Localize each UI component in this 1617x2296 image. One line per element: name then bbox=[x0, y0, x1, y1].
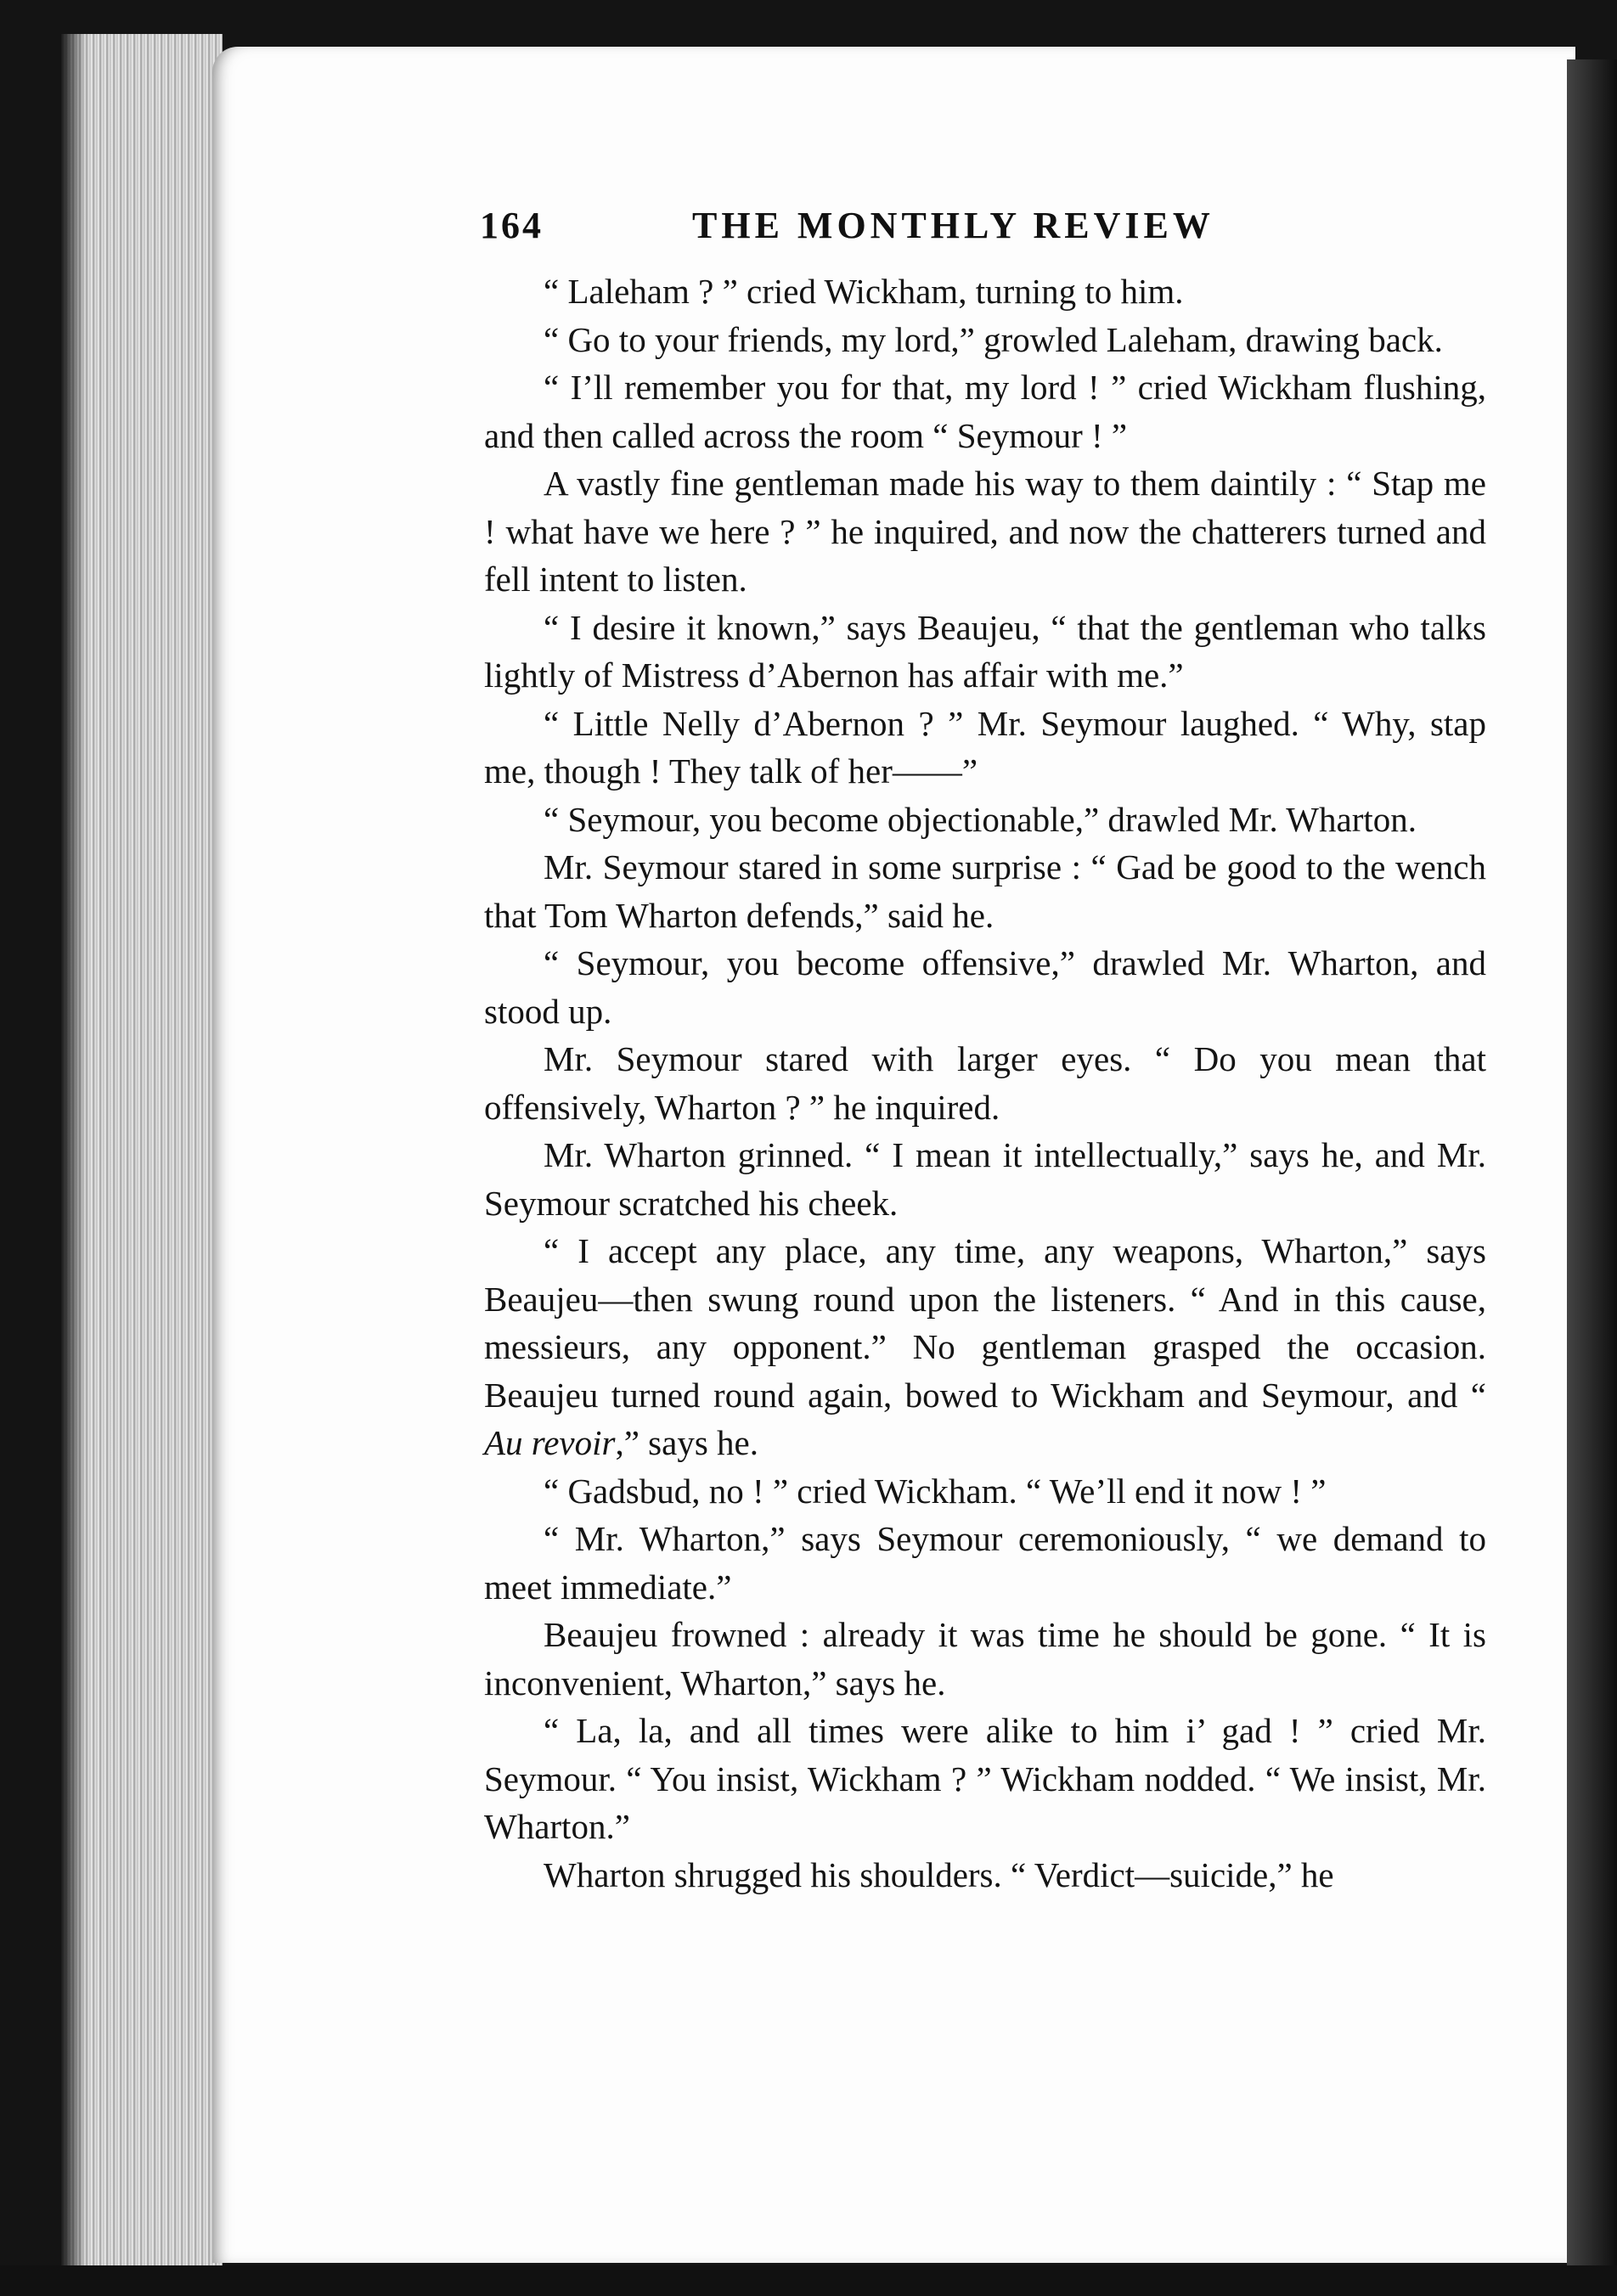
bottom-border bbox=[0, 2265, 1617, 2296]
italic-phrase: Au revoir bbox=[484, 1423, 616, 1462]
body-text bbox=[484, 267, 1486, 1899]
paragraph: Wharton shrugged his shoulders. “ Verdict—suicide,” he bbox=[544, 1854, 1334, 1894]
paragraph: “ Gadsbud, no ! ” cried Wickham. “ We’ll end it now ! ” bbox=[544, 1471, 1327, 1511]
running-title: THE MONTHLY REVIEW bbox=[692, 205, 1214, 246]
paragraph: Mr. Wharton grinned. “ I mean it intellectually,” says he, and Mr. Seymour scratched his cheek. bbox=[484, 1135, 1486, 1223]
paragraph: “ La, la, and all times were alike to him i’ gad ! ” cried Mr. Seymour. “ You insist, Wickham ? ” Wickham nodded. “ We insist, Mr. Wharton.” bbox=[484, 1711, 1486, 1846]
paragraph: “ Laleham ? ” cried Wickham, turning to him. bbox=[544, 272, 1184, 311]
paragraph: “ Seymour, you become offensive,” drawled Mr. Wharton, and stood up. bbox=[484, 943, 1486, 1031]
paragraph: Mr. Seymour stared with larger eyes. “ Do you mean that offensively, Wharton ? ” he inquired. bbox=[484, 1039, 1486, 1127]
paragraph: “ Mr. Wharton,” says Seymour ceremoniously, “ we demand to meet immediate.” bbox=[484, 1519, 1486, 1607]
paragraph: Mr. Seymour stared in some surprise : “ Gad be good to the wench that Tom Wharton defends,” said he. bbox=[484, 847, 1486, 935]
text-run: “ I accept any place, any time, any weapons, Wharton,” says Beaujeu—then swung round upon the listeners. “ And in this cause, messieurs, any opponent.” No gentleman grasped the occasion. Beaujeu turned round again, bowed to Wickham and Seymour, and “ bbox=[484, 1231, 1486, 1415]
paragraph: “ I desire it known,” says Beaujeu, “ that the gentleman who talks lightly of Mistress d’Abernon has affair with me.” bbox=[484, 607, 1486, 695]
paragraph: Beaujeu frowned : already it was time he should be gone. “ It is inconvenient, Wharton,” says he. bbox=[484, 1615, 1486, 1702]
paragraph: “ I’ll remember you for that, my lord ! ” cried Wickham flushing, and then called across the room “ Seymour ! ” bbox=[484, 368, 1486, 455]
page-edge-stack bbox=[61, 34, 223, 2271]
paragraph bbox=[484, 1227, 1486, 1467]
paragraph: A vastly fine gentleman made his way to them daintily : “ Stap me ! what have we here ? ” he inquired, and now the chatterers turned and fell intent to listen. bbox=[484, 464, 1486, 599]
paragraph: “ Little Nelly d’Abernon ? ” Mr. Seymour laughed. “ Why, stap me, though ! They talk of her——” bbox=[484, 703, 1486, 791]
right-gutter-shadow bbox=[1567, 59, 1617, 2267]
paragraph: “ Go to your friends, my lord,” growled Laleham, drawing back. bbox=[544, 319, 1443, 359]
page-number: 164 bbox=[480, 205, 544, 246]
paragraph: “ Seymour, you become objectionable,” drawled Mr. Wharton. bbox=[544, 799, 1417, 839]
page-header bbox=[480, 204, 1490, 255]
text-run: ,” says he. bbox=[615, 1423, 758, 1462]
